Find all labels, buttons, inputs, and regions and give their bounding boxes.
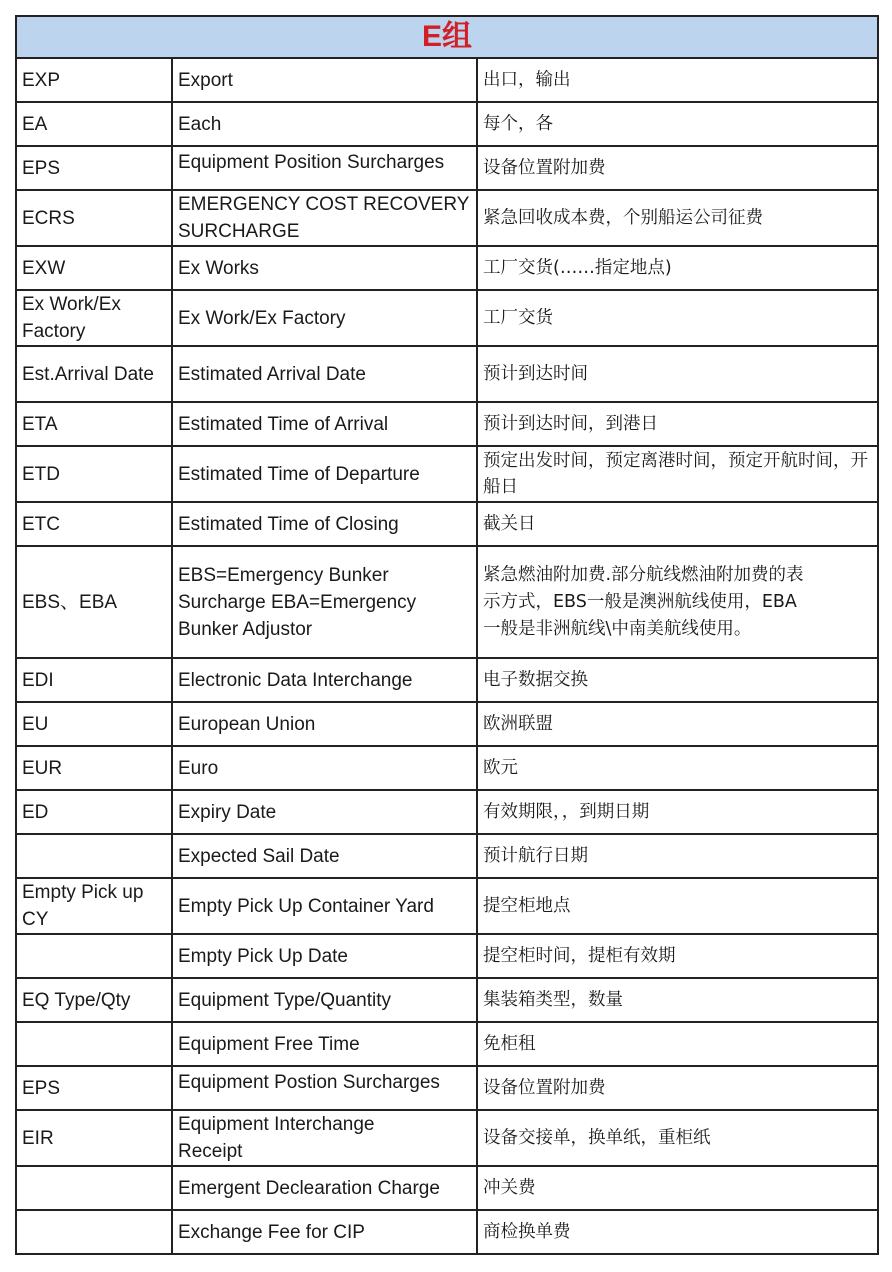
table-row [16, 978, 878, 1022]
term-cell: EBS=Emergency Bunker Surcharge EBA=Emergency Bunker Adjustor [172, 546, 477, 658]
term-cell: EMERGENCY COST RECOVERY SURCHARGE [172, 190, 477, 246]
abbr-cell: EXP [16, 58, 172, 102]
abbr-cell: EDI [16, 658, 172, 702]
chinese-cell: 集装箱类型，数量 [477, 978, 878, 1022]
abbr-cell [16, 1210, 172, 1254]
table-row [16, 1166, 878, 1210]
term-cell: Emergent Declearation Charge [172, 1166, 477, 1210]
chinese-cell: 紧急回收成本费，个别船运公司征费 [477, 190, 878, 246]
term-cell: European Union [172, 702, 477, 746]
chinese-cell: 欧洲联盟 [477, 702, 878, 746]
chinese-cell: 冲关费 [477, 1166, 878, 1210]
abbr-cell: Ex Work/Ex Factory [16, 290, 172, 346]
term-cell: Electronic Data Interchange [172, 658, 477, 702]
abbr-cell: EPS [16, 146, 172, 190]
table-row [16, 290, 878, 346]
abbr-cell: EBS、EBA [16, 546, 172, 658]
abbr-cell: Empty Pick up CY [16, 878, 172, 934]
table-title: E组 [16, 16, 878, 58]
abbr-cell: EA [16, 102, 172, 146]
chinese-cell: 工厂交货 [477, 290, 878, 346]
chinese-cell: 提空柜时间，提柜有效期 [477, 934, 878, 978]
table-row [16, 346, 878, 402]
table-row [16, 658, 878, 702]
table-row [16, 1066, 878, 1110]
abbr-cell: ED [16, 790, 172, 834]
chinese-cell: 有效期限，，到期日期 [477, 790, 878, 834]
abbr-cell: EPS [16, 1066, 172, 1110]
term-cell: Estimated Time of Departure [172, 446, 477, 502]
chinese-cell: 设备位置附加费 [477, 146, 878, 190]
table-row [16, 58, 878, 102]
table-row [16, 702, 878, 746]
abbr-cell: EXW [16, 246, 172, 290]
table-row [16, 446, 878, 502]
abbr-cell [16, 934, 172, 978]
chinese-cell: 预计到达时间 [477, 346, 878, 402]
chinese-cell: 设备位置附加费 [477, 1066, 878, 1110]
table-row [16, 934, 878, 978]
abbr-cell: EUR [16, 746, 172, 790]
chinese-cell: 欧元 [477, 746, 878, 790]
abbr-cell: ETC [16, 502, 172, 546]
term-cell: Each [172, 102, 477, 146]
glossary-table-container [15, 15, 877, 1255]
term-cell: Estimated Arrival Date [172, 346, 477, 402]
chinese-cell: 商检换单费 [477, 1210, 878, 1254]
chinese-cell: 紧急燃油附加费.部分航线燃油附加费的表示方式，EBS一般是澳洲航线使用，EBA一般是非洲航线\中南美航线使用。 [477, 546, 878, 658]
table-row [16, 502, 878, 546]
term-cell: Equipment Postion Surcharges [178, 1072, 440, 1093]
table-row [16, 190, 878, 246]
abbr-cell [16, 1022, 172, 1066]
term-cell: Estimated Time of Closing [172, 502, 477, 546]
term-cell: Equipment Free Time [172, 1022, 477, 1066]
abbr-cell: EIR [16, 1110, 172, 1166]
chinese-cell: 电子数据交换 [477, 658, 878, 702]
term-cell: Euro [172, 746, 477, 790]
chinese-cell: 每个，各 [477, 102, 878, 146]
term-cell: Equipment Interchange Receipt [172, 1110, 477, 1166]
table-row [16, 246, 878, 290]
term-cell: Export [172, 58, 477, 102]
term-cell: Empty Pick Up Date [172, 934, 477, 978]
table-row [16, 1110, 878, 1166]
chinese-cell: 预计航行日期 [477, 834, 878, 878]
abbr-cell: ETA [16, 402, 172, 446]
abbr-cell: EU [16, 702, 172, 746]
abbr-cell: EQ Type/Qty [16, 978, 172, 1022]
table-row [16, 546, 878, 658]
term-cell: Equipment Type/Quantity [172, 978, 477, 1022]
term-cell: Equipment Position Surcharges [178, 152, 445, 173]
term-cell: Exchange Fee for CIP [172, 1210, 477, 1254]
table-row [16, 102, 878, 146]
table-row [16, 746, 878, 790]
term-cell: Ex Work/Ex Factory [172, 290, 477, 346]
term-cell: Expected Sail Date [172, 834, 477, 878]
chinese-cell: 设备交接单，换单纸，重柜纸 [477, 1110, 878, 1166]
table-row [16, 402, 878, 446]
abbr-cell: Est.Arrival Date [16, 346, 172, 402]
table-row [16, 1022, 878, 1066]
chinese-cell: 截关日 [477, 502, 878, 546]
table-row [16, 834, 878, 878]
abbr-cell: ETD [16, 446, 172, 502]
chinese-cell: 出口，输出 [477, 58, 878, 102]
term-cell: Empty Pick Up Container Yard [172, 878, 477, 934]
abbr-cell [16, 834, 172, 878]
title-row [16, 16, 878, 58]
chinese-cell: 工厂交货(……指定地点) [477, 246, 878, 290]
term-cell: Ex Works [172, 246, 477, 290]
term-cell: Expiry Date [172, 790, 477, 834]
table-row [16, 1210, 878, 1254]
chinese-cell: 预定出发时间，预定离港时间，预定开航时间，开船日 [477, 446, 878, 502]
table-row [16, 146, 878, 190]
term-cell: Estimated Time of Arrival [172, 402, 477, 446]
table-row [16, 878, 878, 934]
abbr-cell: ECRS [16, 190, 172, 246]
chinese-cell: 免柜租 [477, 1022, 878, 1066]
abbr-cell [16, 1166, 172, 1210]
glossary-table [15, 15, 879, 1255]
chinese-cell: 提空柜地点 [477, 878, 878, 934]
table-row [16, 790, 878, 834]
chinese-cell: 预计到达时间，到港日 [477, 402, 878, 446]
